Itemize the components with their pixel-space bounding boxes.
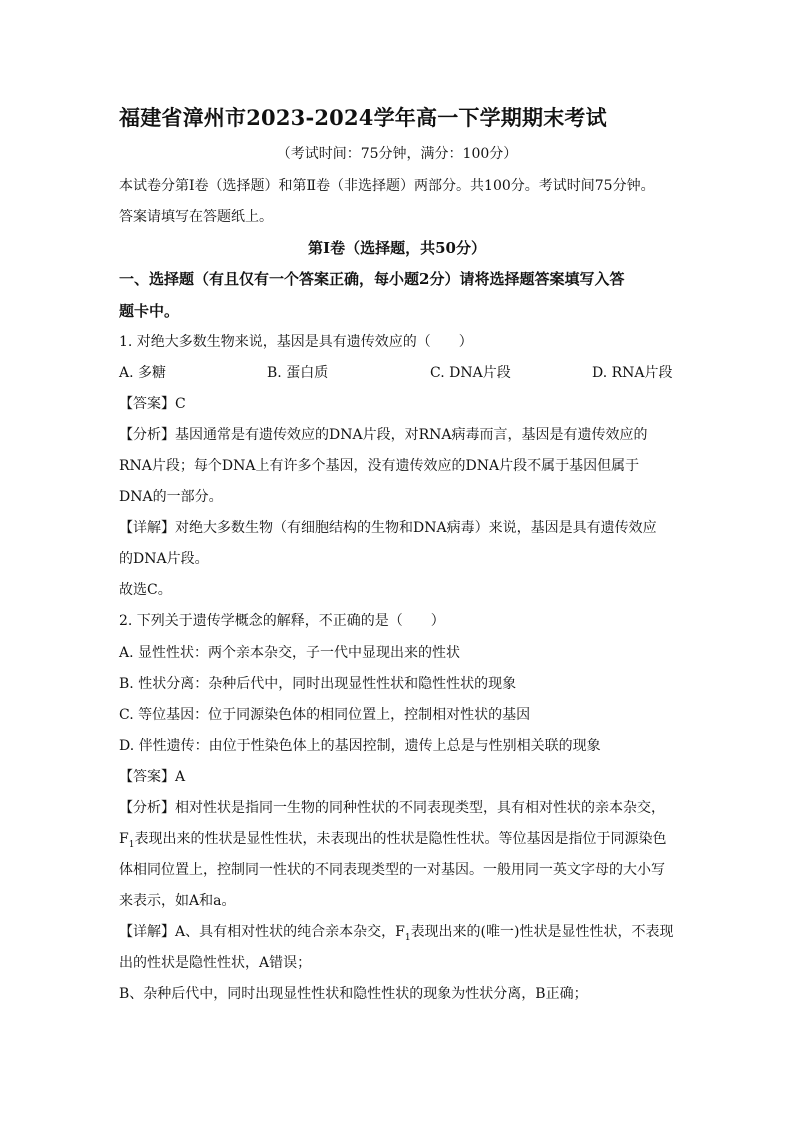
question-1-option-c: C. DNA片段 [430, 365, 511, 381]
analysis-line-2-text: 表现出来的性状是显性性状，未表现出的性状是隐性性状。等位基因是指位于同源染色 [134, 831, 667, 847]
question-1-option-a: A. 多糖 [119, 365, 167, 381]
question-1-detail-line-2: 的DNA片段。 [119, 551, 209, 567]
question-2-stem: 2. 下列关于遗传学概念的解释，不正确的是（ ） [119, 613, 445, 629]
exam-info: （考试时间：75分钟，满分：100分） [276, 146, 518, 162]
intro-line-1: 本试卷分第Ⅰ卷（选择题）和第Ⅱ卷（非选择题）两部分。共100分。考试时间75分钟。 [119, 178, 655, 194]
intro-line-2: 答案请填写在答题纸上。 [119, 209, 273, 225]
question-1-stem: 1. 对绝大多数生物来说，基因是具有遗传效应的（ ） [119, 334, 473, 350]
question-1-analysis-line-1: 【分析】基因通常是有遗传效应的DNA片段，对RNA病毒而言，基因是有遗传效应的 [119, 427, 648, 443]
question-2-option-d: D. 伴性遗传：由位于性染色体上的基因控制，遗传上总是与性别相关联的现象 [119, 738, 601, 754]
question-1-answer: 【答案】C [119, 396, 186, 412]
document-title: 福建省漳州市2023-2024学年高一下学期期末考试 [119, 105, 607, 130]
question-2-analysis-line-1: 【分析】相对性状是指同一生物的同种性状的不同表现类型，具有相对性状的亲本杂交， [119, 800, 665, 816]
question-1-analysis-line-3: DNA的一部分。 [119, 489, 223, 505]
question-2-analysis-line-2 [119, 829, 666, 855]
question-2-option-c: C. 等位基因：位于同源染色体的相同位置上，控制相对性状的基因 [119, 707, 531, 723]
question-2-option-b: B. 性状分离：杂种后代中，同时出现显性性状和隐性性状的现象 [119, 676, 517, 692]
part-heading-line-1: 一、选择题（有且仅有一个答案正确，每小题2分）请将选择题答案填写入答 [119, 270, 625, 288]
f1-subscript: 1 [128, 839, 135, 850]
detail-line-1-text: 【详解】A、具有相对性状的纯合亲本杂交，F [119, 924, 405, 940]
detail-line-1-rest: 表现出来的(唯一)性状是显性性状，不表现 [410, 924, 674, 940]
question-2-detail-line-3: B、杂种后代中，同时出现显性性状和隐性性状的现象为性状分离，B正确； [119, 986, 588, 1002]
question-1-option-d: D. RNA片段 [592, 365, 673, 381]
question-2-detail-line-2: 出的性状是隐性性状，A错误； [119, 955, 312, 971]
question-2-analysis-line-3: 体相同位置上，控制同一性状的不同表现类型的一对基因。一般用同一英文字母的大小写 [119, 862, 665, 878]
question-1-conclusion: 故选C。 [119, 582, 172, 598]
part-heading-line-2: 题卡中。 [119, 302, 180, 320]
f1-subscript: 1 [404, 932, 411, 943]
question-2-option-a: A. 显性性状：两个亲本杂交，子一代中显现出来的性状 [119, 645, 461, 661]
question-1-analysis-line-2: RNA片段；每个DNA上有许多个基因，没有遗传效应的DNA片段不属于基因但属于 [119, 458, 640, 474]
question-2-answer: 【答案】A [119, 769, 186, 785]
question-2-analysis-line-4: 来表示，如A和a。 [119, 893, 236, 909]
section-heading: 第Ⅰ卷（选择题，共50分） [308, 239, 486, 257]
question-1-option-b: B. 蛋白质 [267, 365, 329, 381]
question-2-detail-line-1 [119, 922, 674, 948]
f1-label: F [119, 831, 129, 847]
question-1-detail-line-1: 【详解】对绝大多数生物（有细胞结构的生物和DNA病毒）来说，基因是具有遗传效应 [119, 520, 657, 536]
